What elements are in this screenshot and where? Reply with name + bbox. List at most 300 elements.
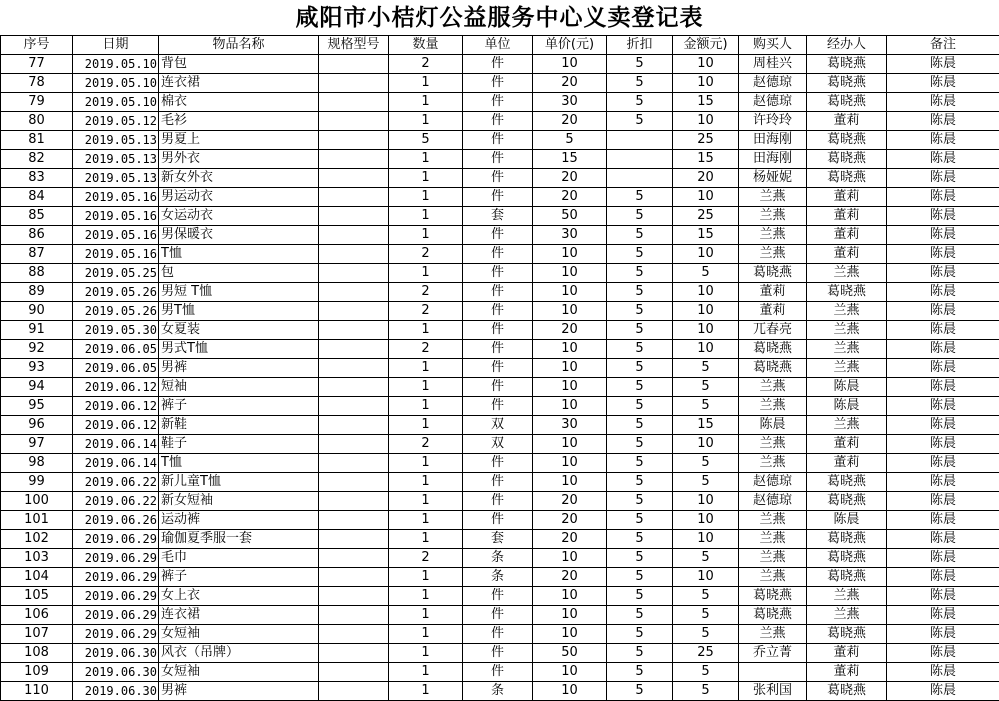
col-buyer-cell[interactable]: 乔立菁 xyxy=(739,644,807,663)
col-item-name-cell[interactable]: 新鞋 xyxy=(159,416,319,435)
col-buyer-cell[interactable]: 兰燕 xyxy=(739,226,807,245)
col-spec-cell[interactable] xyxy=(319,226,389,245)
col-item-name-cell[interactable]: 瑜伽夏季服一套 xyxy=(159,530,319,549)
col-unit-price-cell[interactable]: 10 xyxy=(533,359,607,378)
col-discount-cell[interactable]: 5 xyxy=(607,340,673,359)
col-item-name-cell[interactable]: 新女短袖 xyxy=(159,492,319,511)
col-remark-cell[interactable]: 陈晨 xyxy=(887,492,999,511)
col-unit-cell[interactable]: 件 xyxy=(463,492,533,511)
col-unit-price-cell[interactable]: 10 xyxy=(533,549,607,568)
col-discount-cell[interactable]: 5 xyxy=(607,264,673,283)
col-spec-cell[interactable] xyxy=(319,663,389,682)
col-remark-cell[interactable]: 陈晨 xyxy=(887,359,999,378)
col-unit-cell[interactable]: 件 xyxy=(463,226,533,245)
col-remark-cell[interactable]: 陈晨 xyxy=(887,511,999,530)
col-quantity-cell[interactable]: 1 xyxy=(389,606,463,625)
col-buyer-cell[interactable]: 杨娅妮 xyxy=(739,169,807,188)
col-unit-price-cell[interactable]: 10 xyxy=(533,473,607,492)
col-spec-cell[interactable] xyxy=(319,264,389,283)
col-serial-cell[interactable]: 85 xyxy=(1,207,73,226)
col-spec-cell[interactable] xyxy=(319,302,389,321)
col-unit-cell[interactable]: 件 xyxy=(463,169,533,188)
col-unit-cell[interactable]: 件 xyxy=(463,264,533,283)
col-serial-cell[interactable]: 79 xyxy=(1,93,73,112)
col-item-name-cell[interactable]: 风衣（吊牌） xyxy=(159,644,319,663)
col-unit-cell[interactable]: 条 xyxy=(463,568,533,587)
col-amount-cell[interactable]: 10 xyxy=(673,302,739,321)
col-unit-cell[interactable]: 件 xyxy=(463,378,533,397)
col-serial-cell[interactable]: 84 xyxy=(1,188,73,207)
col-buyer-cell[interactable]: 董莉 xyxy=(739,302,807,321)
col-amount-cell[interactable]: 5 xyxy=(673,473,739,492)
col-spec-cell[interactable] xyxy=(319,530,389,549)
col-date-cell[interactable]: 2019.05.26 xyxy=(73,302,159,321)
col-discount-cell[interactable]: 5 xyxy=(607,397,673,416)
col-spec-cell[interactable] xyxy=(319,454,389,473)
col-handler-cell[interactable]: 兰燕 xyxy=(807,340,887,359)
col-unit-cell[interactable]: 件 xyxy=(463,131,533,150)
col-date-cell[interactable]: 2019.06.12 xyxy=(73,397,159,416)
col-item-name-cell[interactable]: 鞋子 xyxy=(159,435,319,454)
col-date-cell[interactable]: 2019.06.30 xyxy=(73,663,159,682)
col-spec-cell[interactable] xyxy=(319,169,389,188)
col-remark-cell[interactable]: 陈晨 xyxy=(887,245,999,264)
col-spec-cell[interactable] xyxy=(319,473,389,492)
col-handler-cell[interactable]: 兰燕 xyxy=(807,416,887,435)
col-amount-cell[interactable]: 25 xyxy=(673,207,739,226)
col-serial-cell[interactable]: 94 xyxy=(1,378,73,397)
col-quantity-cell[interactable]: 1 xyxy=(389,587,463,606)
col-serial-cell[interactable]: 90 xyxy=(1,302,73,321)
col-quantity-cell[interactable]: 1 xyxy=(389,682,463,701)
col-discount-cell[interactable]: 5 xyxy=(607,207,673,226)
col-amount-cell[interactable]: 5 xyxy=(673,378,739,397)
col-quantity-cell[interactable]: 2 xyxy=(389,283,463,302)
col-quantity-cell[interactable]: 1 xyxy=(389,473,463,492)
col-serial-cell[interactable]: 96 xyxy=(1,416,73,435)
col-discount-cell[interactable]: 5 xyxy=(607,663,673,682)
col-unit-price-cell[interactable]: 20 xyxy=(533,188,607,207)
col-buyer-cell[interactable]: 田海刚 xyxy=(739,131,807,150)
col-buyer-cell[interactable]: 兰燕 xyxy=(739,397,807,416)
col-discount-cell[interactable]: 5 xyxy=(607,473,673,492)
col-handler-cell[interactable]: 董莉 xyxy=(807,226,887,245)
col-remark-cell[interactable]: 陈晨 xyxy=(887,587,999,606)
col-discount-cell[interactable]: 5 xyxy=(607,321,673,340)
col-spec-cell[interactable] xyxy=(319,283,389,302)
col-buyer-cell[interactable]: 兰燕 xyxy=(739,625,807,644)
col-amount-cell[interactable]: 10 xyxy=(673,511,739,530)
col-unit-cell[interactable]: 件 xyxy=(463,644,533,663)
col-amount-cell[interactable]: 5 xyxy=(673,625,739,644)
col-handler-cell[interactable]: 兰燕 xyxy=(807,606,887,625)
col-date-cell[interactable]: 2019.05.13 xyxy=(73,150,159,169)
col-date-cell[interactable]: 2019.06.12 xyxy=(73,416,159,435)
col-quantity-cell[interactable]: 1 xyxy=(389,74,463,93)
col-date-cell[interactable]: 2019.06.29 xyxy=(73,568,159,587)
col-amount-cell[interactable]: 25 xyxy=(673,131,739,150)
col-unit-price-cell[interactable]: 10 xyxy=(533,55,607,74)
col-date-cell[interactable]: 2019.05.16 xyxy=(73,207,159,226)
col-spec-cell[interactable] xyxy=(319,568,389,587)
col-item-name-cell[interactable]: 裤子 xyxy=(159,568,319,587)
col-handler-cell[interactable]: 葛晓燕 xyxy=(807,549,887,568)
col-quantity-cell[interactable]: 2 xyxy=(389,549,463,568)
col-unit-price-cell[interactable]: 30 xyxy=(533,226,607,245)
col-discount-cell[interactable]: 5 xyxy=(607,283,673,302)
col-serial-cell[interactable]: 98 xyxy=(1,454,73,473)
col-serial-cell[interactable]: 87 xyxy=(1,245,73,264)
col-remark-cell[interactable]: 陈晨 xyxy=(887,378,999,397)
col-amount-cell[interactable]: 5 xyxy=(673,359,739,378)
col-serial-cell[interactable]: 109 xyxy=(1,663,73,682)
col-serial-cell[interactable]: 107 xyxy=(1,625,73,644)
col-date-cell[interactable]: 2019.05.16 xyxy=(73,226,159,245)
col-unit-price-cell[interactable]: 10 xyxy=(533,340,607,359)
col-item-name-cell[interactable]: 男裤 xyxy=(159,359,319,378)
col-handler-cell[interactable]: 董莉 xyxy=(807,245,887,264)
col-spec-cell[interactable] xyxy=(319,625,389,644)
col-spec-cell[interactable] xyxy=(319,150,389,169)
col-unit-price-cell[interactable]: 10 xyxy=(533,264,607,283)
col-amount-cell[interactable]: 15 xyxy=(673,416,739,435)
col-date-cell[interactable]: 2019.06.29 xyxy=(73,549,159,568)
col-amount-cell[interactable]: 5 xyxy=(673,454,739,473)
col-serial-cell[interactable]: 93 xyxy=(1,359,73,378)
col-amount-cell[interactable]: 10 xyxy=(673,74,739,93)
col-quantity-cell[interactable]: 2 xyxy=(389,55,463,74)
col-quantity-cell[interactable]: 1 xyxy=(389,644,463,663)
col-item-name-cell[interactable]: 连衣裙 xyxy=(159,74,319,93)
col-spec-cell[interactable] xyxy=(319,435,389,454)
col-handler-cell[interactable]: 葛晓燕 xyxy=(807,93,887,112)
col-unit-cell[interactable]: 件 xyxy=(463,302,533,321)
col-remark-cell[interactable]: 陈晨 xyxy=(887,606,999,625)
col-buyer-cell[interactable]: 许玲玲 xyxy=(739,112,807,131)
col-unit-price-cell[interactable]: 20 xyxy=(533,530,607,549)
col-handler-cell[interactable]: 葛晓燕 xyxy=(807,74,887,93)
col-discount-cell[interactable] xyxy=(607,150,673,169)
col-date-cell[interactable]: 2019.05.10 xyxy=(73,93,159,112)
col-remark-cell[interactable]: 陈晨 xyxy=(887,150,999,169)
col-unit-price-cell[interactable]: 20 xyxy=(533,321,607,340)
col-discount-cell[interactable]: 5 xyxy=(607,568,673,587)
col-buyer-cell[interactable]: 兰燕 xyxy=(739,378,807,397)
col-spec-cell[interactable] xyxy=(319,74,389,93)
col-unit-price-cell[interactable]: 50 xyxy=(533,644,607,663)
col-quantity-cell[interactable]: 2 xyxy=(389,340,463,359)
col-quantity-cell[interactable]: 2 xyxy=(389,302,463,321)
col-date-cell[interactable]: 2019.06.12 xyxy=(73,378,159,397)
col-item-name-cell[interactable]: 女运动衣 xyxy=(159,207,319,226)
col-spec-cell[interactable] xyxy=(319,511,389,530)
col-unit-cell[interactable]: 条 xyxy=(463,682,533,701)
col-handler-cell[interactable]: 兰燕 xyxy=(807,321,887,340)
col-unit-cell[interactable]: 件 xyxy=(463,663,533,682)
col-date-cell[interactable]: 2019.06.29 xyxy=(73,530,159,549)
col-item-name-cell[interactable]: 男夏上 xyxy=(159,131,319,150)
col-serial-cell[interactable]: 88 xyxy=(1,264,73,283)
col-handler-cell[interactable]: 董莉 xyxy=(807,112,887,131)
col-handler-cell[interactable]: 兰燕 xyxy=(807,587,887,606)
col-amount-cell[interactable]: 5 xyxy=(673,549,739,568)
col-spec-cell[interactable] xyxy=(319,112,389,131)
col-date-cell[interactable]: 2019.06.14 xyxy=(73,454,159,473)
col-discount-cell[interactable]: 5 xyxy=(607,435,673,454)
col-remark-cell[interactable]: 陈晨 xyxy=(887,340,999,359)
col-unit-price-cell[interactable]: 10 xyxy=(533,454,607,473)
col-unit-cell[interactable]: 件 xyxy=(463,454,533,473)
col-remark-cell[interactable]: 陈晨 xyxy=(887,473,999,492)
col-unit-cell[interactable]: 件 xyxy=(463,112,533,131)
col-discount-cell[interactable]: 5 xyxy=(607,606,673,625)
col-quantity-cell[interactable]: 1 xyxy=(389,321,463,340)
col-discount-cell[interactable]: 5 xyxy=(607,245,673,264)
col-unit-cell[interactable]: 套 xyxy=(463,207,533,226)
col-handler-cell[interactable]: 董莉 xyxy=(807,454,887,473)
col-unit-cell[interactable]: 件 xyxy=(463,511,533,530)
col-handler-cell[interactable]: 兰燕 xyxy=(807,359,887,378)
col-quantity-cell[interactable]: 1 xyxy=(389,226,463,245)
col-handler-cell[interactable]: 葛晓燕 xyxy=(807,131,887,150)
col-amount-cell[interactable]: 25 xyxy=(673,644,739,663)
col-buyer-cell[interactable]: 葛晓燕 xyxy=(739,359,807,378)
col-unit-cell[interactable]: 件 xyxy=(463,188,533,207)
col-serial-cell[interactable]: 106 xyxy=(1,606,73,625)
col-item-name-cell[interactable]: 女上衣 xyxy=(159,587,319,606)
col-discount-cell[interactable]: 5 xyxy=(607,188,673,207)
col-date-cell[interactable]: 2019.06.14 xyxy=(73,435,159,454)
col-item-name-cell[interactable]: 棉衣 xyxy=(159,93,319,112)
col-handler-cell[interactable]: 兰燕 xyxy=(807,264,887,283)
col-quantity-cell[interactable]: 5 xyxy=(389,131,463,150)
col-serial-cell[interactable]: 110 xyxy=(1,682,73,701)
col-quantity-cell[interactable]: 1 xyxy=(389,169,463,188)
col-buyer-cell[interactable]: 兰燕 xyxy=(739,530,807,549)
col-buyer-cell[interactable]: 兰燕 xyxy=(739,207,807,226)
col-discount-cell[interactable] xyxy=(607,169,673,188)
col-amount-cell[interactable]: 10 xyxy=(673,340,739,359)
col-quantity-cell[interactable]: 1 xyxy=(389,397,463,416)
col-unit-cell[interactable]: 件 xyxy=(463,74,533,93)
col-item-name-cell[interactable]: 男外衣 xyxy=(159,150,319,169)
col-handler-cell[interactable]: 陈晨 xyxy=(807,397,887,416)
col-spec-cell[interactable] xyxy=(319,93,389,112)
col-quantity-cell[interactable]: 1 xyxy=(389,378,463,397)
col-unit-price-cell[interactable]: 10 xyxy=(533,283,607,302)
col-date-cell[interactable]: 2019.05.30 xyxy=(73,321,159,340)
col-spec-cell[interactable] xyxy=(319,207,389,226)
col-serial-cell[interactable]: 78 xyxy=(1,74,73,93)
col-item-name-cell[interactable]: T恤 xyxy=(159,454,319,473)
col-handler-cell[interactable]: 葛晓燕 xyxy=(807,530,887,549)
col-remark-cell[interactable]: 陈晨 xyxy=(887,112,999,131)
col-handler-cell[interactable]: 兰燕 xyxy=(807,302,887,321)
col-quantity-cell[interactable]: 2 xyxy=(389,245,463,264)
col-handler-cell[interactable]: 董莉 xyxy=(807,188,887,207)
col-amount-cell[interactable]: 5 xyxy=(673,606,739,625)
col-item-name-cell[interactable]: 裤子 xyxy=(159,397,319,416)
col-buyer-cell[interactable]: 周桂兴 xyxy=(739,55,807,74)
col-quantity-cell[interactable]: 1 xyxy=(389,150,463,169)
col-remark-cell[interactable]: 陈晨 xyxy=(887,321,999,340)
col-unit-price-cell[interactable]: 20 xyxy=(533,112,607,131)
col-unit-cell[interactable]: 件 xyxy=(463,359,533,378)
col-date-cell[interactable]: 2019.05.10 xyxy=(73,55,159,74)
col-handler-cell[interactable]: 葛晓燕 xyxy=(807,150,887,169)
col-unit-cell[interactable]: 件 xyxy=(463,587,533,606)
col-buyer-cell[interactable]: 兰燕 xyxy=(739,549,807,568)
col-spec-cell[interactable] xyxy=(319,549,389,568)
col-unit-cell[interactable]: 件 xyxy=(463,625,533,644)
col-remark-cell[interactable]: 陈晨 xyxy=(887,283,999,302)
col-amount-cell[interactable]: 5 xyxy=(673,587,739,606)
col-remark-cell[interactable]: 陈晨 xyxy=(887,93,999,112)
col-discount-cell[interactable]: 5 xyxy=(607,682,673,701)
col-amount-cell[interactable]: 10 xyxy=(673,568,739,587)
col-spec-cell[interactable] xyxy=(319,416,389,435)
col-handler-cell[interactable]: 董莉 xyxy=(807,663,887,682)
col-spec-cell[interactable] xyxy=(319,340,389,359)
col-discount-cell[interactable]: 5 xyxy=(607,93,673,112)
col-amount-cell[interactable]: 5 xyxy=(673,663,739,682)
col-item-name-cell[interactable]: 运动裤 xyxy=(159,511,319,530)
col-buyer-cell[interactable]: 陈晨 xyxy=(739,416,807,435)
col-amount-cell[interactable]: 15 xyxy=(673,93,739,112)
col-serial-cell[interactable]: 80 xyxy=(1,112,73,131)
col-remark-cell[interactable]: 陈晨 xyxy=(887,264,999,283)
col-remark-cell[interactable]: 陈晨 xyxy=(887,568,999,587)
col-unit-price-cell[interactable]: 10 xyxy=(533,245,607,264)
col-unit-price-cell[interactable]: 30 xyxy=(533,93,607,112)
col-unit-price-cell[interactable]: 15 xyxy=(533,150,607,169)
col-quantity-cell[interactable]: 1 xyxy=(389,188,463,207)
col-date-cell[interactable]: 2019.06.22 xyxy=(73,473,159,492)
col-buyer-cell[interactable]: 兀春亮 xyxy=(739,321,807,340)
col-quantity-cell[interactable]: 1 xyxy=(389,511,463,530)
col-spec-cell[interactable] xyxy=(319,378,389,397)
col-spec-cell[interactable] xyxy=(319,55,389,74)
col-unit-cell[interactable]: 双 xyxy=(463,435,533,454)
col-quantity-cell[interactable]: 1 xyxy=(389,359,463,378)
col-unit-price-cell[interactable]: 20 xyxy=(533,169,607,188)
col-item-name-cell[interactable]: T恤 xyxy=(159,245,319,264)
col-item-name-cell[interactable]: 女夏装 xyxy=(159,321,319,340)
col-buyer-cell[interactable]: 赵德琼 xyxy=(739,74,807,93)
col-quantity-cell[interactable]: 2 xyxy=(389,435,463,454)
col-discount-cell[interactable]: 5 xyxy=(607,549,673,568)
col-serial-cell[interactable]: 108 xyxy=(1,644,73,663)
col-date-cell[interactable]: 2019.06.29 xyxy=(73,587,159,606)
col-unit-price-cell[interactable]: 10 xyxy=(533,378,607,397)
col-item-name-cell[interactable]: 男式T恤 xyxy=(159,340,319,359)
col-unit-cell[interactable]: 件 xyxy=(463,150,533,169)
col-spec-cell[interactable] xyxy=(319,644,389,663)
col-serial-cell[interactable]: 77 xyxy=(1,55,73,74)
col-remark-cell[interactable]: 陈晨 xyxy=(887,682,999,701)
col-item-name-cell[interactable]: 男裤 xyxy=(159,682,319,701)
col-amount-cell[interactable]: 15 xyxy=(673,226,739,245)
col-remark-cell[interactable]: 陈晨 xyxy=(887,226,999,245)
col-handler-cell[interactable]: 葛晓燕 xyxy=(807,492,887,511)
col-discount-cell[interactable] xyxy=(607,131,673,150)
col-amount-cell[interactable]: 10 xyxy=(673,530,739,549)
col-amount-cell[interactable]: 5 xyxy=(673,264,739,283)
col-unit-price-cell[interactable]: 50 xyxy=(533,207,607,226)
col-date-cell[interactable]: 2019.06.29 xyxy=(73,625,159,644)
col-item-name-cell[interactable]: 包 xyxy=(159,264,319,283)
col-handler-cell[interactable]: 葛晓燕 xyxy=(807,169,887,188)
col-amount-cell[interactable]: 10 xyxy=(673,283,739,302)
col-unit-price-cell[interactable]: 10 xyxy=(533,663,607,682)
col-serial-cell[interactable]: 82 xyxy=(1,150,73,169)
col-item-name-cell[interactable]: 毛巾 xyxy=(159,549,319,568)
col-unit-price-cell[interactable]: 10 xyxy=(533,606,607,625)
col-discount-cell[interactable]: 5 xyxy=(607,625,673,644)
col-buyer-cell[interactable]: 兰燕 xyxy=(739,435,807,454)
col-handler-cell[interactable]: 葛晓燕 xyxy=(807,568,887,587)
col-amount-cell[interactable]: 5 xyxy=(673,682,739,701)
col-spec-cell[interactable] xyxy=(319,321,389,340)
col-buyer-cell[interactable]: 张利国 xyxy=(739,682,807,701)
col-item-name-cell[interactable]: 新女外衣 xyxy=(159,169,319,188)
col-unit-price-cell[interactable]: 20 xyxy=(533,492,607,511)
col-buyer-cell[interactable]: 葛晓燕 xyxy=(739,606,807,625)
col-item-name-cell[interactable]: 毛衫 xyxy=(159,112,319,131)
col-date-cell[interactable]: 2019.06.05 xyxy=(73,340,159,359)
col-spec-cell[interactable] xyxy=(319,359,389,378)
col-buyer-cell[interactable] xyxy=(739,663,807,682)
col-date-cell[interactable]: 2019.05.16 xyxy=(73,188,159,207)
col-remark-cell[interactable]: 陈晨 xyxy=(887,74,999,93)
col-handler-cell[interactable]: 葛晓燕 xyxy=(807,283,887,302)
col-amount-cell[interactable]: 10 xyxy=(673,492,739,511)
col-unit-cell[interactable]: 条 xyxy=(463,549,533,568)
col-quantity-cell[interactable]: 1 xyxy=(389,454,463,473)
col-buyer-cell[interactable]: 葛晓燕 xyxy=(739,264,807,283)
col-spec-cell[interactable] xyxy=(319,492,389,511)
col-unit-price-cell[interactable]: 30 xyxy=(533,416,607,435)
col-unit-cell[interactable]: 件 xyxy=(463,473,533,492)
col-spec-cell[interactable] xyxy=(319,682,389,701)
col-quantity-cell[interactable]: 1 xyxy=(389,530,463,549)
col-unit-cell[interactable]: 件 xyxy=(463,283,533,302)
col-handler-cell[interactable]: 葛晓燕 xyxy=(807,55,887,74)
col-discount-cell[interactable]: 5 xyxy=(607,74,673,93)
col-amount-cell[interactable]: 10 xyxy=(673,55,739,74)
col-remark-cell[interactable]: 陈晨 xyxy=(887,625,999,644)
col-serial-cell[interactable]: 103 xyxy=(1,549,73,568)
col-remark-cell[interactable]: 陈晨 xyxy=(887,416,999,435)
col-spec-cell[interactable] xyxy=(319,397,389,416)
col-unit-cell[interactable]: 件 xyxy=(463,55,533,74)
col-buyer-cell[interactable]: 赵德琼 xyxy=(739,492,807,511)
col-quantity-cell[interactable]: 1 xyxy=(389,416,463,435)
col-remark-cell[interactable]: 陈晨 xyxy=(887,55,999,74)
col-unit-price-cell[interactable]: 20 xyxy=(533,74,607,93)
col-unit-price-cell[interactable]: 10 xyxy=(533,625,607,644)
col-buyer-cell[interactable]: 兰燕 xyxy=(739,511,807,530)
col-item-name-cell[interactable]: 男运动衣 xyxy=(159,188,319,207)
col-amount-cell[interactable]: 10 xyxy=(673,321,739,340)
col-unit-cell[interactable]: 件 xyxy=(463,606,533,625)
col-date-cell[interactable]: 2019.06.05 xyxy=(73,359,159,378)
col-item-name-cell[interactable]: 男T恤 xyxy=(159,302,319,321)
col-unit-price-cell[interactable]: 10 xyxy=(533,302,607,321)
col-buyer-cell[interactable]: 兰燕 xyxy=(739,454,807,473)
col-remark-cell[interactable]: 陈晨 xyxy=(887,169,999,188)
col-buyer-cell[interactable]: 赵德琼 xyxy=(739,473,807,492)
